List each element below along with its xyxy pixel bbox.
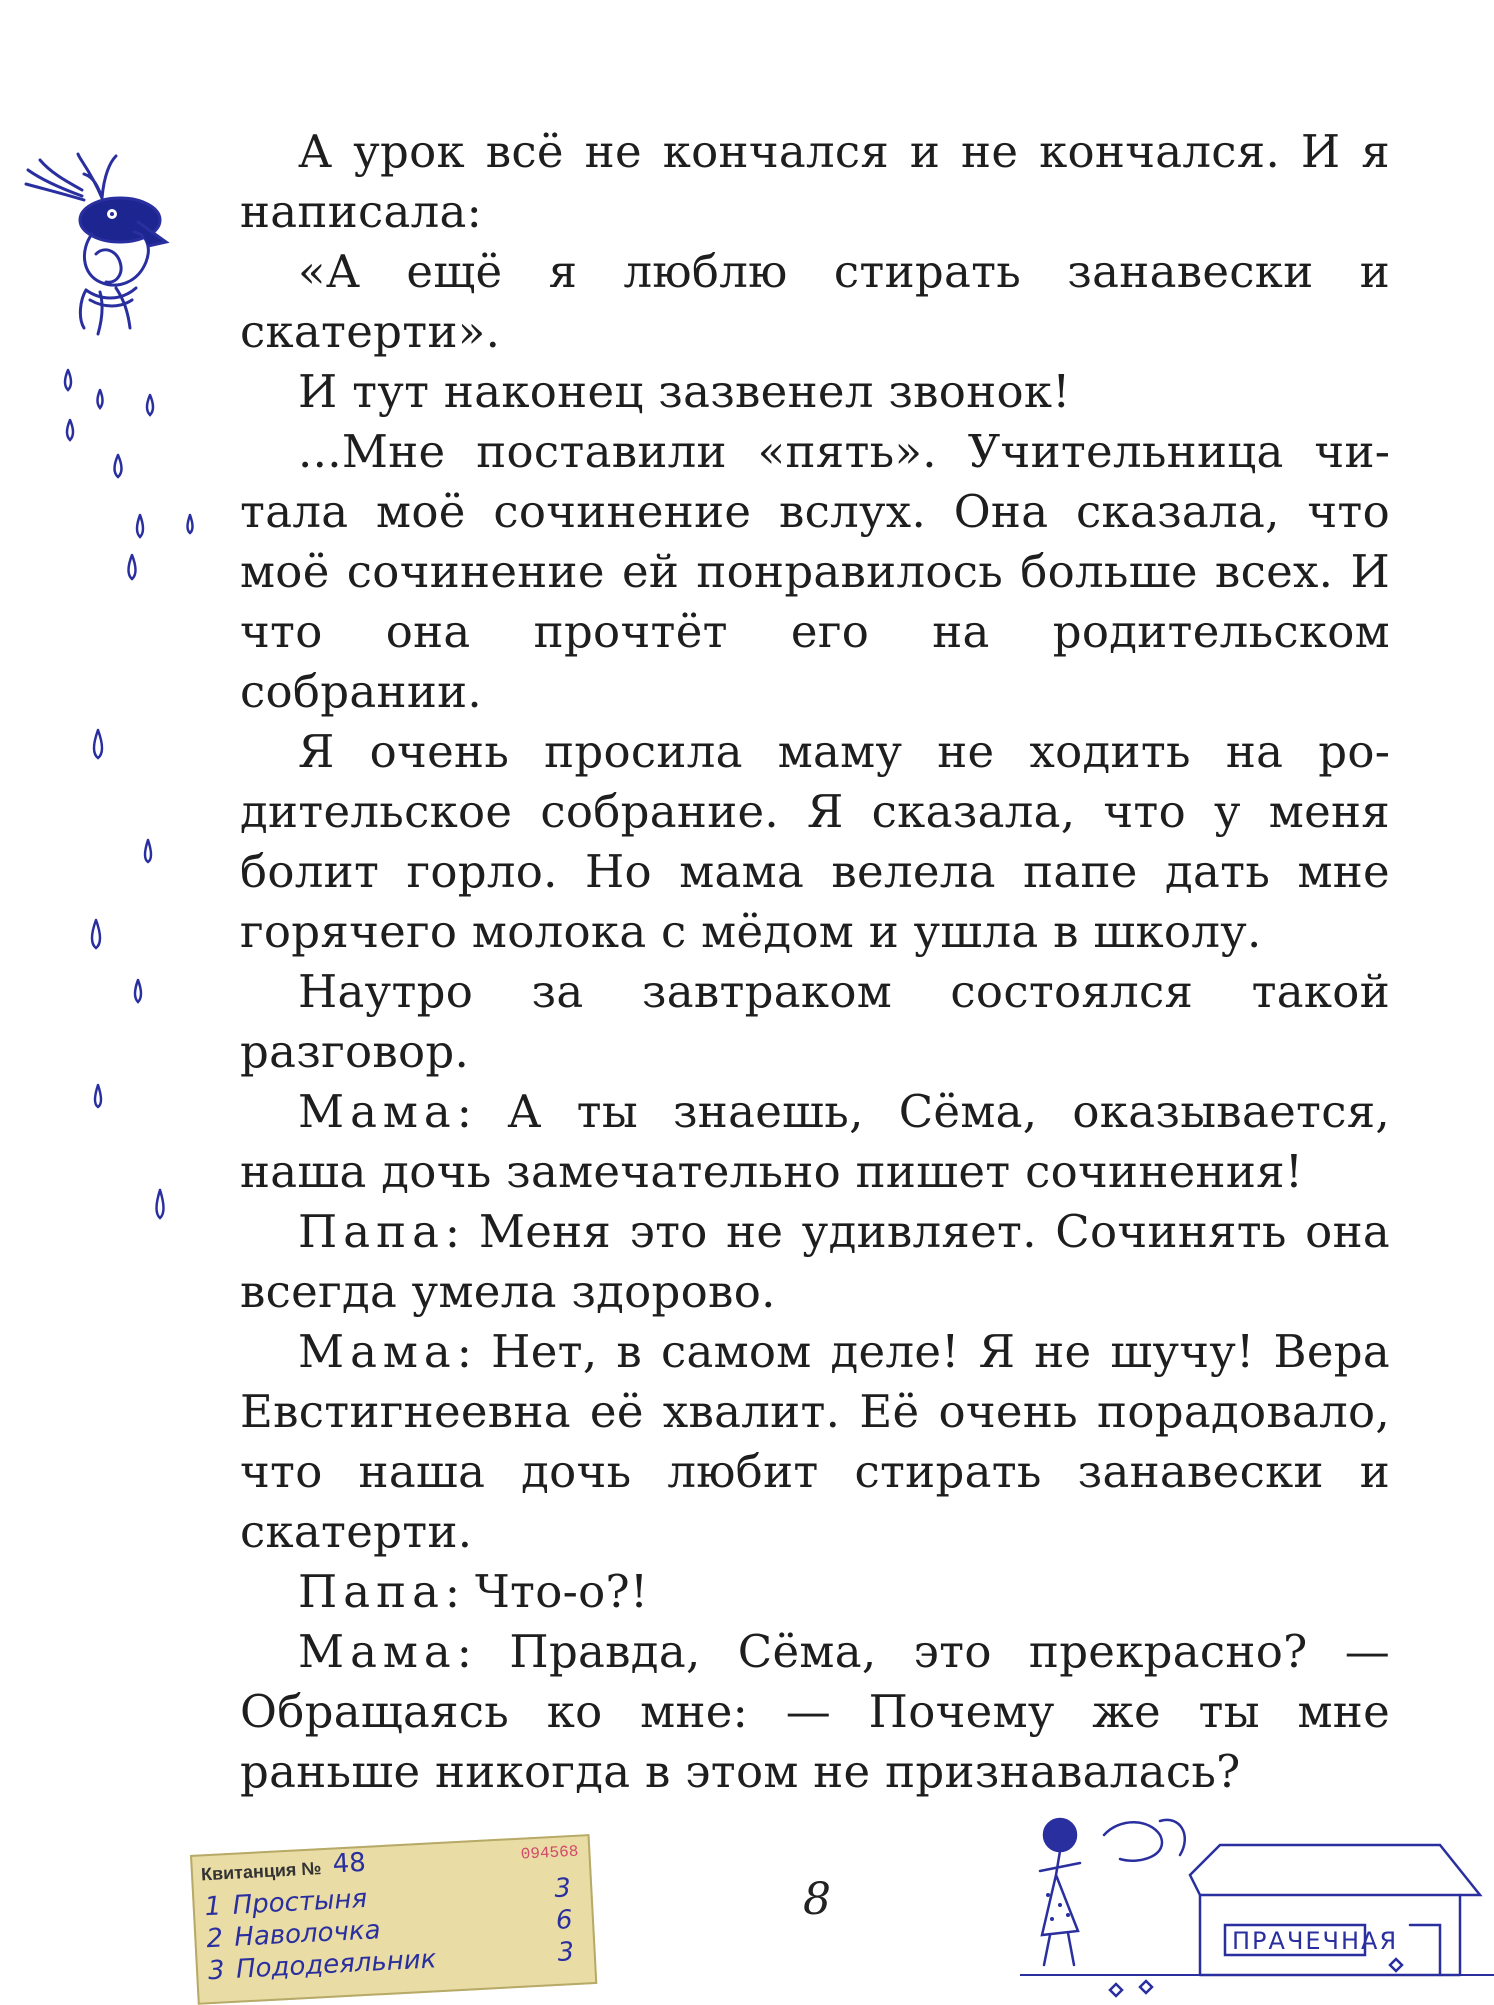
laundry-receipt-illustration <box>190 1834 597 2005</box>
receipt-row: 3 Пододеяльник 3 <box>207 1937 575 1987</box>
receipt-title: Квитанция № <box>200 1858 322 1885</box>
dialogue-text: : Меня это не удивляет. Сочинять она всегда умела здорово. <box>240 1205 1390 1318</box>
dialogue-text: : Нет, в самом деле! Я не шучу! Вера Евстигнеевна её хвалит. Её очень порадовало, что наша дочь любит стирать занавески и скатерти. <box>240 1325 1390 1558</box>
water-drops-illustration <box>40 360 210 1260</box>
dialogue-text: : Что-о?! <box>444 1565 649 1618</box>
dialogue-line <box>240 1202 1390 1322</box>
paragraph: ...Мне поставили «пять». Учительница читала моё сочинение вслух. Она сказала, что моё сочинение ей понравилось больше всех. И что она прочтёт его на родительском собрании. <box>240 425 1390 718</box>
bird-doodle-illustration <box>20 150 190 360</box>
speaker-name: Папа <box>298 1205 445 1258</box>
paragraph: Наутро за завтраком состоялся такой разговор. <box>240 965 1390 1078</box>
receipt-row: 1 Простыня 3 <box>203 1873 572 1923</box>
speaker-name: Мама <box>298 1085 457 1138</box>
receipt-serial: 094568 <box>520 1842 579 1864</box>
laundry-sign: ПРАЧЕЧНАЯ <box>1232 1927 1399 1955</box>
dialogue-line <box>240 1622 1390 1802</box>
dialogue-line <box>240 1562 1390 1622</box>
dialogue-line <box>240 1082 1390 1202</box>
receipt-row: 2 Наволочка 6 <box>205 1905 574 1955</box>
paragraph: И тут наконец зазвенел звонок! <box>298 365 1071 418</box>
speaker-name: Папа <box>298 1565 445 1618</box>
speaker-name: Мама <box>298 1325 457 1378</box>
receipt-number: 48 <box>331 1847 367 1880</box>
paragraph: А урок всё не кончался и не кончался. И я написала: <box>240 125 1390 238</box>
dialogue-line <box>240 1322 1390 1562</box>
speaker-name: Мама <box>298 1625 457 1678</box>
paragraph: Я очень просила маму не ходить на родительское собрание. Я сказала, что у меня болит горло. Но мама велела папе дать мне горячего молока с мёдом и ушла в школу. <box>240 725 1390 958</box>
dialogue-text: : А ты знаешь, Сёма, оказывается, наша дочь замечательно пишет сочинения! <box>240 1085 1390 1198</box>
dialogue-text: : Правда, Сёма, это прекрасно? — Обращаясь ко мне: — Почему же ты мне раньше никогда в этом не признавалась? <box>240 1625 1390 1798</box>
paragraph: «А ещё я люблю стирать занавески и скатерти». <box>240 245 1390 358</box>
page-number: 8 <box>803 1874 831 1925</box>
laundry-house-illustration <box>1020 1815 1494 2000</box>
story-text <box>240 122 1390 1802</box>
